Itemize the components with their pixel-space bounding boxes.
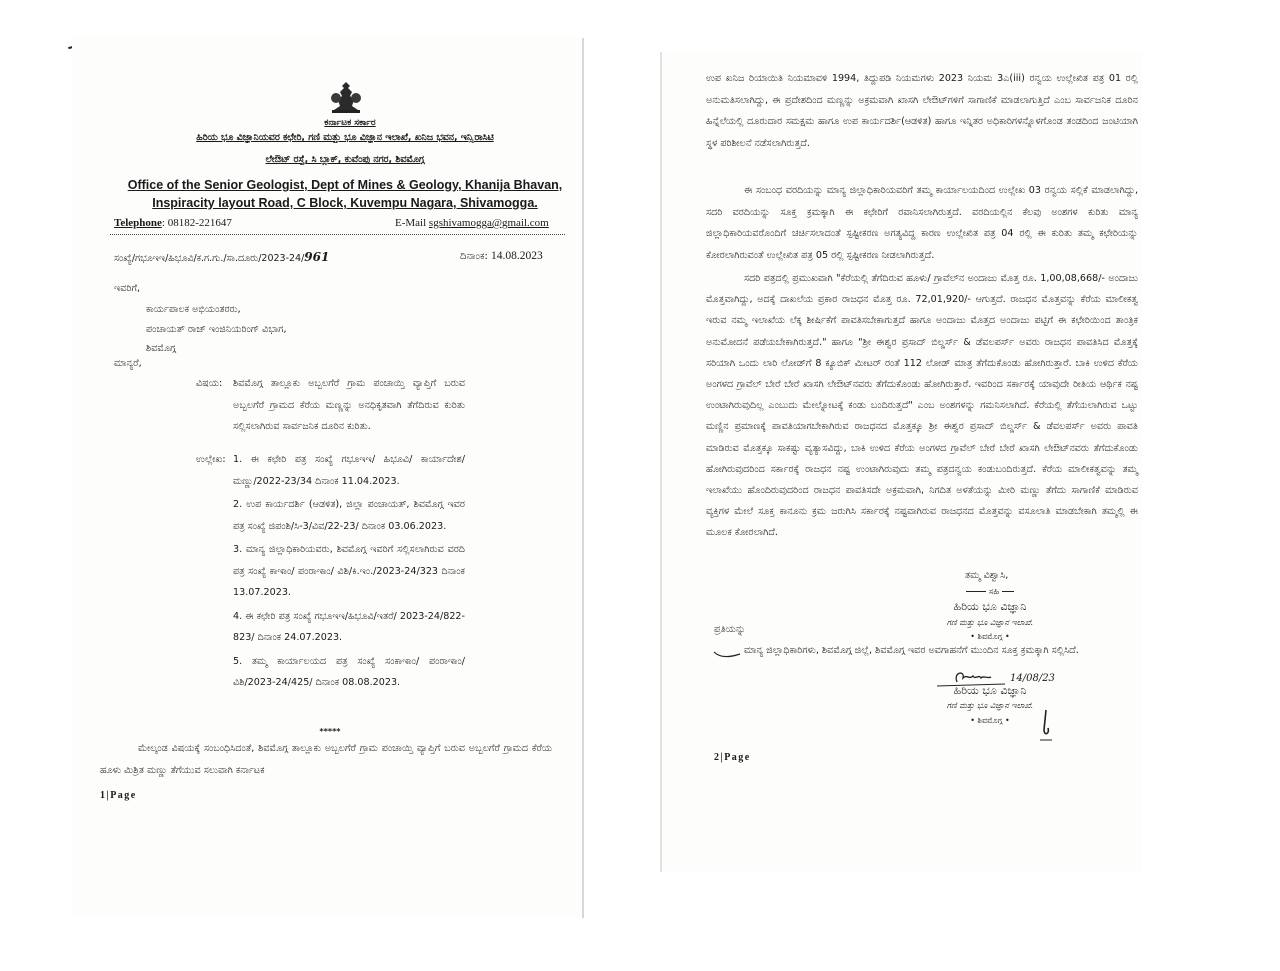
separator: ***** <box>319 727 341 736</box>
govt-title: ಕರ್ನಾಟಕ ಸರ್ಕಾರ <box>324 118 376 128</box>
closing: ತಮ್ಮ ವಿಶ್ವಾಸಿ, <box>965 570 1009 581</box>
office-kn-line2: ಲೇಔಟ್ ರಸ್ತೆ, ಸಿ ಬ್ಲಾಕ್, ಕುವೆಂಪು ನಗರ, ಶಿವಮೊಗ್ಗ <box>265 154 425 165</box>
telephone-label: Telephone <box>114 217 162 229</box>
initials-icon <box>1038 708 1054 744</box>
reference-item: 2. ಉಪ ಕಾರ್ಯದರ್ಶಿ (ಆಡಳಿತ), ಜಿಲ್ಲಾ ಪಂಚಾಯತ್, ಶಿವಮೊಗ್ಗ ಇವರ ಪತ್ರ ಸಂಖ್ಯೆ ಜಿಪಂಶಿ/ಸಿ-3/ವಿವ/22-23/ ದಿನಾಂಕ 03.06.2023. <box>233 499 465 532</box>
letter-date <box>460 250 543 262</box>
paragraph-3: ಸದರಿ ಪತ್ರದಲ್ಲಿ ಪ್ರಮುಖವಾಗಿ "ಕೆರೆಯಲ್ಲಿ ತೆಗೆದಿರುವ ಹೂಳು/ ಗ್ರಾವೆಲ್‌ನ ಅಂದಾಜು ಮೊತ್ತ ರೂ. 1,00,08,668/- ಅಂದಾಜು ಮೊತ್ತವಾಗಿದ್ದು, ಅದಕ್ಕೆ ದಾಖಲೆಯ ಪ್ರಕಾರ ರಾಜಧನ ಮೊತ್ತ ರೂ. 72,01,920/- ಆಗುತ್ತದೆ. ರಾಜಧನ ಮೊತ್ತವನ್ನು ಕೆರೆಯ ಮಾಲೀಕತ್ವ ಇರುವ ನಮ್ಮ ಇಲಾಖೆಯ ಲೆಕ್ಕ ಶೀರ್ಷಿಕೆಗೆ ಪಾವತಿಸಬೇಕಾಗುತ್ತದೆ ಹಾಗೂ ಅಂದಾಜು ಮೊತ್ತದ ಅಂದಾಜು ಪಟ್ಟಿಗೆ ಈ ಕಛೇರಿಯಿಂದ ತಾಂತ್ರಿಕ ಅನುಮೋದನೆ ಪಡೆಯಬೇಕಾಗಿರುತ್ತದೆ." ಹಾಗೂ "ಶ್ರೀ ಈಶ್ವರ ಪ್ರಸಾದ್ ಬಿಲ್ಡರ್ಸ್ & ಡೆವಲಪರ್ಸ್ ಅವರು ರಾಜಧನ ಪಾವತಿಸಿದ ಮೊತ್ತಕ್ಕೆ ಸರಿಯಾಗಿ ಒಂದು ಲಾರಿ ಲೋಡ್‌ಗೆ 8 ಕ್ಯೂಬಿಕ್ ಮೀಟರ್ ರಂತೆ 112 ಲೋಡ್ ಮಾತ್ರ ತೆಗೆದುಕೊಂಡು ಹೋಗಿರುತ್ತಾರೆ. ಬಾಕಿ ಉಳಿದ ಕೆರೆಯ ಅಂಗಳದ ಗ್ರಾವೆಲ್ ಬೇರೆ ಬೇರೆ ಖಾಸಗಿ ಲೇಔಟ್‌ನವರು ತೆಗೆದುಕೊಂಡು ಹೋಗಿರುತ್ತಾರೆ. ಇವರಿಂದ ಸರ್ಕಾರಕ್ಕೆ ಯಾವುದೇ ರೀತಿಯ ಆರ್ಥಿಕ ನಷ್ಟ ಉಂಟಾಗಿರುವುದಿಲ್ಲ ಎಂಬುದು ಮೇಲ್ನೋಟಕ್ಕೆ ಕಂಡು ಬಂದಿರುತ್ತದೆ" ಎಂಬ ಅಂಶಗಳನ್ನು ಗಮನಿಸಲಾಗಿದೆ. ಕೆರೆಯಲ್ಲಿ ತೆಗೆಯಲಾಗಿರುವ ಒಟ್ಟು ಮಣ್ಣಿನ ಪ್ರಮಾಣಕ್ಕೆ ಪಾವತಿಯಾಗಬೇಕಾಗಿರುವ ರಾಜಧನದ ಮೊತ್ತಕ್ಕೂ ಶ್ರೀ ಈಶ್ವರ ಪ್ರಸಾದ್ ಬಿಲ್ಡರ್ಸ್ & ಡೆವಲಪರ್ಸ್ ಅವರು ಪಾವತಿ ಮಾಡಿರುವ ಮೊತ್ತಕ್ಕೂ ಸಾಕಷ್ಟು ವ್ಯತ್ಯಾಸವಿದ್ದು, ಬಾಕಿ ಉಳಿದ ಕೆರೆಯ ಅಂಗಳದ ಗ್ರಾವೆಲ್ ಬೇರೆ ಬೇರೆ ಖಾಸಗಿ ಲೇಔಟ್‌ನವರು ತೆಗೆದುಕೊಂಡು ಹೋಗಿರುವುದರಿಂದ ಸರ್ಕಾರಕ್ಕೆ ರಾಜಧನ ನಷ್ಟ ಉಂಟಾಗಿರುವುದು ತಮ್ಮ ಪತ್ರದನ್ವಯ ಕಂಡುಬಂದಿರುತ್ತದೆ. ಕೆರೆಯ ಮಾಲೀಕತ್ವವನ್ನು ತಮ್ಮ ಇಲಾಖೆಯು ಹೊಂದಿರುವುದರಿಂದ ರಾಜಧನ ಪಾವತಿಸದೇ ಅಕ್ರಮವಾಗಿ, ನಿಗದಿತ ಅಳತೆಯನ್ನು ಮೀರಿ ಮಣ್ಣು ತೆಗೆದು ಸಾಗಾಣಿಕೆ ಮಾಡಿರುವ ವ್ಯಕ್ತಿಗಳ ಮೇಲೆ ಸೂಕ್ತ ಕಾನೂನು ಕ್ರಮ ಜರುಗಿಸಿ ಸರ್ಕಾರಕ್ಕೆ ನಷ್ಟವಾಗಿರುವ ರಾಜಧನದ ಮೊತ್ತವನ್ನು ವಸೂಲಾತಿ ಮಾಡಬೇಕಾಗಿ ತಮ್ಮಲ್ಲಿ ಈ ಮೂಲಕ ಕೋರಲಾಗಿದೆ. <box>706 273 1138 539</box>
paragraph-2: ಈ ಸಂಬಂಧ ವರದಿಯನ್ನು ಮಾನ್ಯ ಜಿಲ್ಲಾಧಿಕಾರಿಯವರಿಗೆ ತಮ್ಮ ಕಾರ್ಯಾಲಯದಿಂದ ಉಲ್ಲೇಖ 03 ರನ್ವಯ ಸಲ್ಲಿಕೆ ಮಾಡಲಾಗಿದ್ದು, ಸದರಿ ವರದಿಯನ್ನು ಸೂಕ್ತ ಕ್ರಮಕ್ಕಾಗಿ ಈ ಕಛೇರಿಗೆ ರವಾನಿಸಲಾಗಿರುತ್ತದೆ. ವರದಿಯಲ್ಲಿನ ಕೆಲವು ಅಂಶಗಳ ಕುರಿತು ಮಾನ್ಯ ಜಿಲ್ಲಾಧಿಕಾರಿಯವರೊಂದಿಗೆ ಚರ್ಚಿಸಲಾದಂತೆ ಸ್ಪಷ್ಟೀಕರಣ ಅಗತ್ಯವಿದ್ದ ಕಾರಣ ಉಲ್ಲೇಖಿತ ಪತ್ರ 04 ರಲ್ಲಿ ಈ ಕುರಿತು ತಮ್ಮ ಕಛೇರಿಯನ್ನು ಕೋರಲಾಗಿರುವಂತೆ ಉಲ್ಲೇಖಿತ ಪತ್ರ 05 ರಲ್ಲಿ ಸ್ಪಷ್ಟೀಕರಣ ನೀಡಲಾಗಿರುತ್ತದೆ. <box>706 185 1138 261</box>
body-paragraph: ಮೇಲ್ಕಂಡ ವಿಷಯಕ್ಕೆ ಸಂಬಂಧಿಸಿದಂತೆ, ಶಿವಮೊಗ್ಗ ತಾಲ್ಲೂಕು ಅಬ್ಬಲಗೆರೆ ಗ್ರಾಮ ಪಂಚಾಯ್ತಿ ವ್ಯಾಪ್ತಿಗೆ ಬರುವ ಅಬ್ಬಲಗೆರೆ ಗ್ರಾಮದ ಕೆರೆಯ ಹೂಳು ಮಿಶ್ರಿತ ಮಣ್ಣು ತೆಗೆಯುವ ಸಲುವಾಗಿ ಕರ್ನಾಟಕ <box>100 743 552 776</box>
subject-text: ಶಿವಮೊಗ್ಗ ತಾಲ್ಲೂಕು ಅಬ್ಬಲಗೆರೆ ಗ್ರಾಮ ಪಂಚಾಯ್ತಿ ವ್ಯಾಪ್ತಿಗೆ ಬರುವ ಅಬ್ಬಲಗೆರೆ ಗ್ರಾಮದ ಕೆರೆಯ ಮಣ್ಣನ್ನು ಅನಧಿಕೃತವಾಗಿ ತೆಗೆದಿರುವ ಕುರಿತು ಸಲ್ಲಿಸಲಾಗಿರುವ ಸಾರ್ವಜನಿಕ ದೂರಿನ ಕುರಿತು. <box>233 378 465 432</box>
addressee-line-1: ಕಾರ್ಯಪಾಲಕ ಅಭಿಯಂತರರು, <box>146 304 241 315</box>
signed-mark <box>940 587 1040 597</box>
reference-number-handwritten: 961 <box>304 250 330 264</box>
page-number: 1|Page <box>100 790 137 801</box>
reference-item: 4. ಈ ಕಛೇರಿ ಪತ್ರ ಸಂಖ್ಯೆ ಗಭೂಇಇ/ಹಿಭೂವಿ/ಇತರೆ/ 2023-24/822-823/ ದಿನಾಂಕ 24.07.2023. <box>233 610 465 643</box>
email-address: sgshivamogga@gmail.com <box>428 217 549 229</box>
email-label: E-Mail <box>395 217 427 229</box>
salutation: ಮಾನ್ಯರೆ, <box>114 358 142 369</box>
office-en-line2: Inspiracity layout Road, C Block, Kuvempu Nagara, Shivamogga. <box>152 196 538 210</box>
signed-label: ಸಹಿ <box>988 587 1000 597</box>
addressee-line-3: ಶಿವಮೊಗ್ಗ <box>146 343 176 354</box>
subject-label: ವಿಷಯ: <box>196 378 223 389</box>
reference-number-text: ಸಂಖ್ಯೆ/ಗಭೂಇಇ/ಹಿಭೂವಿ/ಕ.ಗ.ಗು./ಸಾ.ದೂರು/2023-24/ <box>114 253 305 264</box>
copy-to-text: ಮಾನ್ಯ ಜಿಲ್ಲಾಧಿಕಾರಿಗಳು, ಶಿವಮೊಗ್ಗ ಜಿಲ್ಲೆ, ಶಿವಮೊಗ್ಗ ಇವರ ಅವಗಾಹನೆಗೆ ಮುಂದಿನ ಸೂಕ್ತ ಕ್ರಮಕ್ಕಾಗಿ ಸಲ್ಲಿಸಿದೆ. <box>744 645 1079 656</box>
page-number: 2|Page <box>714 752 751 763</box>
date-value: 14.08.2023 <box>491 250 543 262</box>
email <box>395 217 549 229</box>
reference-number <box>114 250 329 264</box>
reference-item: 1. ಈ ಕಛೇರಿ ಪತ್ರ ಸಂಖ್ಯೆ ಗಭೂಇಇ/ ಹಿಭೂವಿ/ ಕಾರ್ಯಾದೇಶ/ ಮಣ್ಣು/2022-23/34 ದಿನಾಂಕ 11.04.2023. <box>233 454 465 487</box>
reference-item: 5. ತಮ್ಮ ಕಾರ್ಯಾಲಯದ ಪತ್ರ ಸಂಖ್ಯೆ ಸಂಕಾಇಾಂ/ ಪಂರಾಇಾಂ/ವಿಶಿ/2023-24/425/ ದಿನಾಂಕ 08.08.2023. <box>233 655 465 688</box>
office-en-line1: Office of the Senior Geologist, Dept of Mines & Geology, Khanija Bhavan, <box>127 178 563 192</box>
signatory-2-department: ಗಣಿ ಮತ್ತು ಭೂ ವಿಜ್ಞಾನ ಇಲಾಖೆ. <box>946 701 1034 710</box>
header-divider <box>110 234 565 235</box>
references-list <box>233 449 465 696</box>
telephone <box>114 217 232 229</box>
reference-item: 3. ಮಾನ್ಯ ಜಿಲ್ಲಾಧಿಕಾರಿಯವರು, ಶಿವಮೊಗ್ಗ ಇವರಿಗೆ ಸಲ್ಲಿಸಲಾಗಿರುವ ವರದಿ ಪತ್ರ ಸಂಖ್ಯೆ ಕಾಇಾಂ/ ಪಂರಾಇಾಂ/ ವಿಶಿ/ಕಿ.ಇಂ./2023-24/323 ದಿನಾಂಕ 13.07.2023. <box>233 544 465 598</box>
telephone-number: : 08182-221647 <box>161 217 232 229</box>
karnataka-emblem-icon <box>326 80 366 114</box>
pen-stroke-icon <box>712 648 742 660</box>
signatory-2-place: • ಶಿವಮೊಗ್ಗ • <box>970 716 1010 725</box>
signature-date: 14/08/23 <box>1010 673 1055 684</box>
addressee-line-2: ಪಂಚಾಯತ್ ರಾಜ್ ಇಂಜಿನಿಯರಿಂಗ್ ವಿಭಾಗ, <box>146 324 287 335</box>
copy-label: ಪ್ರತಿಯನ್ನು <box>714 624 746 635</box>
date-label: ದಿನಾಂಕ: <box>460 251 488 262</box>
references-label: ಉಲ್ಲೇಖ: <box>196 454 226 465</box>
signatory-department: ಗಣಿ ಮತ್ತು ಭೂ ವಿಜ್ಞಾನ ಇಲಾಖೆ. <box>946 618 1034 627</box>
signatory-2-title: ಹಿರಿಯ ಭೂ ವಿಜ್ಞಾನಿ <box>953 684 1027 697</box>
signatory-title: ಹಿರಿಯ ಭೂ ವಿಜ್ಞಾನಿ <box>953 600 1027 613</box>
to-label: ಇವರಿಗೆ, <box>114 283 141 294</box>
signatory-place: • ಶಿವಮೊಗ್ಗ • <box>970 632 1010 641</box>
paragraph-1: ಉಪ ಖನಿಜ ರಿಯಾಯಿತಿ ನಿಯಮಾವಳಿ 1994, ತಿದ್ದುಪಡಿ ನಿಯಮಗಳು 2023 ನಿಯಮ 3ಎ(iii) ರನ್ವಯ ಉಲ್ಲೇಖಿತ ಪತ್ರ 01 ರಲ್ಲಿ ಅನುಮತಿಸಲಾಗಿದ್ದು, ಈ ಪ್ರದೇಶದಿಂದ ಮಣ್ಣನ್ನು ಅಕ್ರಮವಾಗಿ ಖಾಸಗಿ ಲೇಔಟ್‌ಗಳಿಗೆ ಸಾಗಾಣಿಕೆ ಮಾಡಲಾಗುತ್ತಿದೆ ಎಂಬ ಸಾರ್ವಜನಿಕ ದೂರಿನ ಹಿನ್ನೆಲೆಯಲ್ಲಿ ದೂರುದಾರ ಸಮಕ್ಷಮ ಹಾಗೂ ಉಪ ಕಾರ್ಯದರ್ಶಿ(ಆಡಳಿತ) ಹಾಗೂ ಇನ್ನಿತರ ಅಧಿಕಾರಿಗಳನ್ನೊಳಗೊಂಡ ತಂಡದಿಂದ ಜಂಟಿಯಾಗಿ ಸ್ಥಳ ಪರಿಶೀಲನೆ ನಡೆಸಲಾಗಿರುತ್ತದೆ. <box>706 73 1138 149</box>
office-kn-line1: ಹಿರಿಯ ಭೂ ವಿಜ್ಞಾನಿಯವರ ಕಛೇರಿ, ಗಣಿ ಮತ್ತು ಭೂ ವಿಜ್ಞಾನ ಇಲಾಖೆ, ಖನಿಜ ಭವನ, ಇನ್ಸ್ಪಿರಾಸಿಟಿ <box>196 132 494 143</box>
